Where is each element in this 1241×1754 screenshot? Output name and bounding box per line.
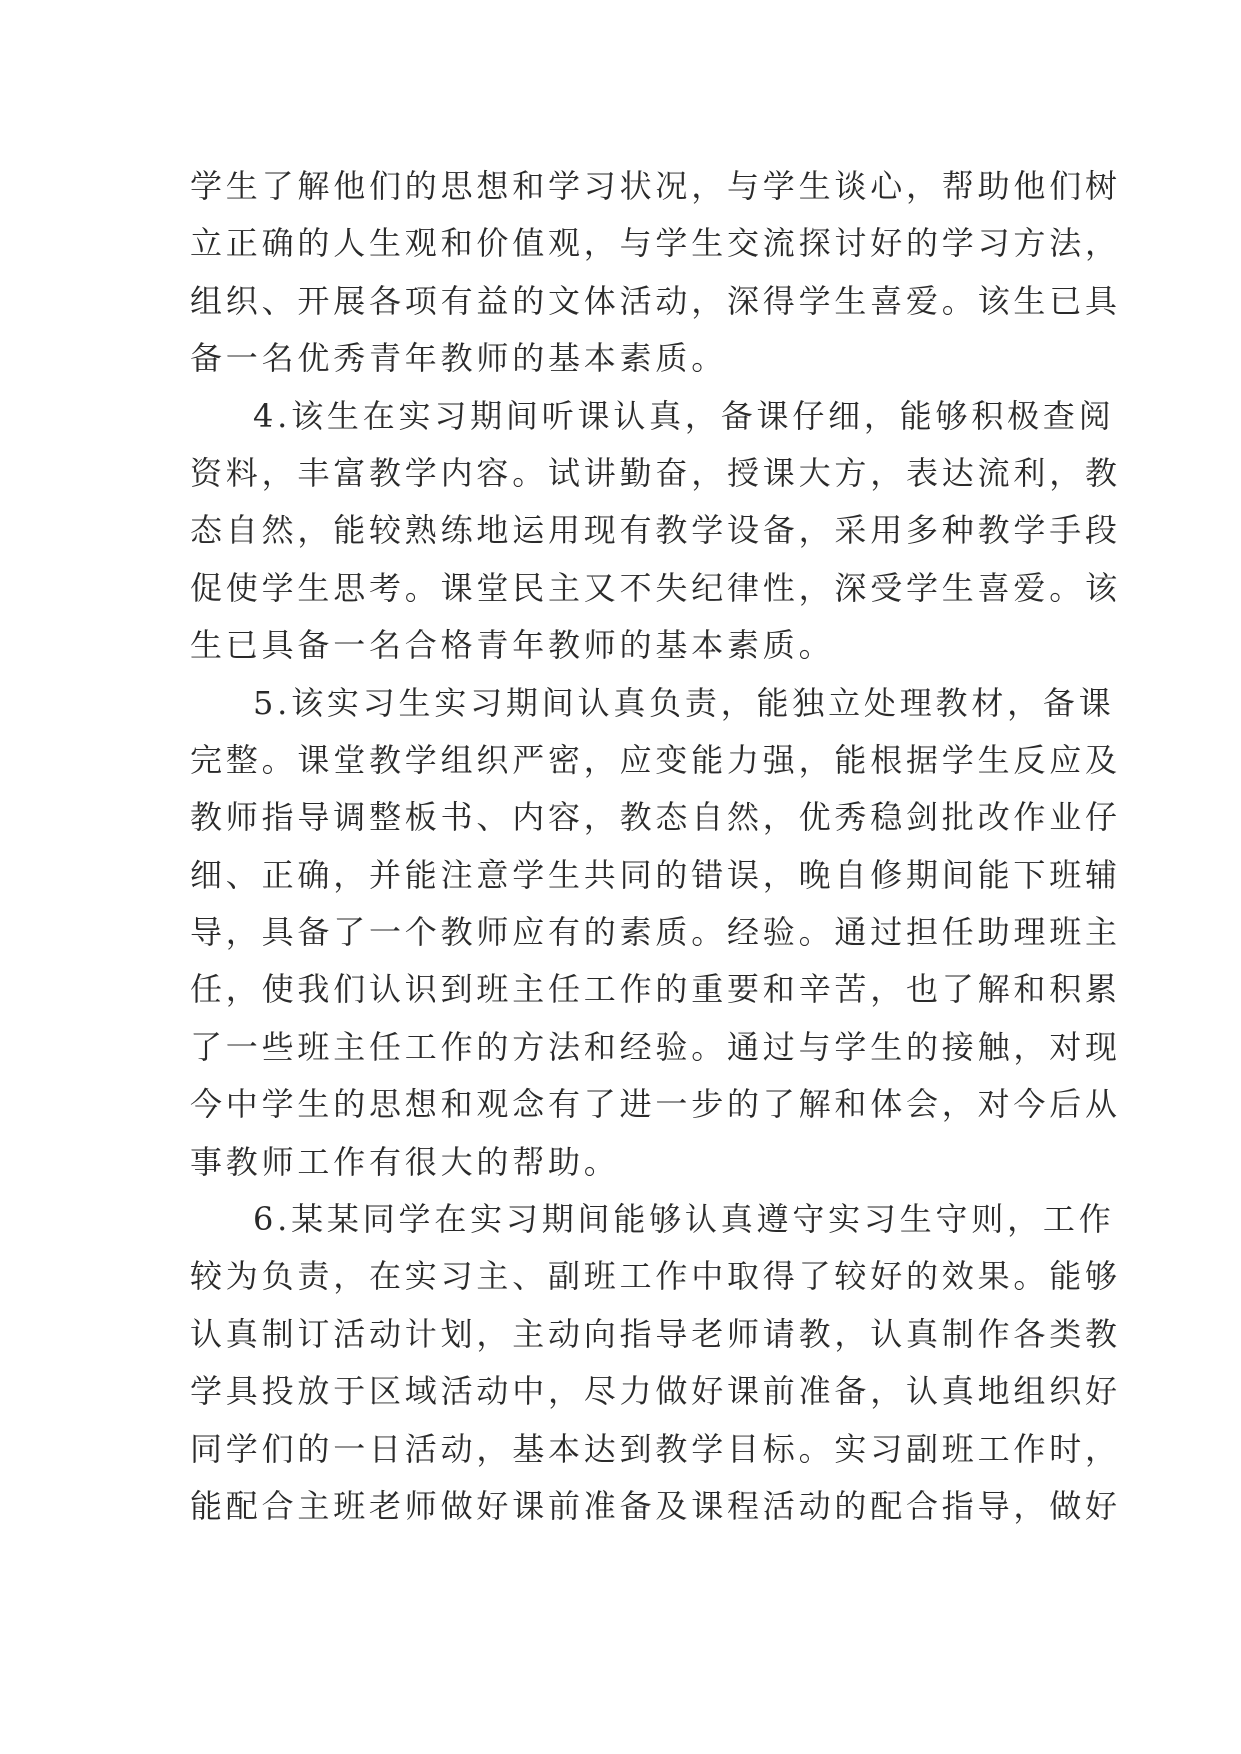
text-line: 组织、开展各项有益的文体活动，深得学生喜爱。该生已具 (190, 281, 1121, 320)
paragraph-first-line: 5.该实习生实习期间认真负责，能独立处理教材，备课 (253, 683, 1115, 722)
text-line: 较为负责，在实习主、副班工作中取得了较好的效果。能够 (190, 1257, 1121, 1296)
text-line: 生已具备一名合格青年教师的基本素质。 (190, 626, 835, 665)
text-line: 资料，丰富教学内容。试讲勤奋，授课大方，表达流利，教 (190, 453, 1121, 492)
text-line: 今中学生的思想和观念有了进一步的了解和体会，对今后从 (190, 1085, 1121, 1124)
text-line: 能配合主班老师做好课前准备及课程活动的配合指导，做好 (190, 1486, 1121, 1525)
text-line: 学具投放于区域活动中，尽力做好课前准备，认真地组织好 (190, 1372, 1121, 1411)
text-line: 细、正确，并能注意学生共同的错误，晚自修期间能下班辅 (190, 855, 1121, 894)
text-line: 完整。课堂教学组织严密，应变能力强，能根据学生反应及 (190, 740, 1121, 779)
text-line: 态自然，能较熟练地运用现有教学设备，采用多种教学手段 (190, 511, 1121, 550)
text-line: 教师指导调整板书、内容，教态自然，优秀稳剑批改作业仔 (190, 798, 1121, 837)
text-line: 促使学生思考。课堂民主又不失纪律性，深受学生喜爱。该 (190, 568, 1121, 607)
text-line: 备一名优秀青年教师的基本素质。 (190, 339, 728, 378)
paragraph-first-line: 6.某某同学在实习期间能够认真遵守实习生守则，工作 (253, 1200, 1115, 1239)
text-line: 事教师工作有很大的帮助。 (190, 1142, 620, 1181)
body-text (190, 158, 1121, 1535)
text-line: 学生了解他们的思想和学习状况，与学生谈心，帮助他们树 (190, 167, 1121, 205)
text-line: 同学们的一日活动，基本达到教学目标。实习副班工作时， (190, 1429, 1121, 1468)
text-line: 了一些班主任工作的方法和经验。通过与学生的接触，对现 (190, 1027, 1121, 1066)
paragraph-first-line: 4.该生在实习期间听课认真，备课仔细，能够积极查阅 (253, 396, 1115, 435)
text-line: 认真制订活动计划，主动向指导老师请教，认真制作各类教 (190, 1314, 1121, 1353)
text-line: 立正确的人生观和价值观，与学生交流探讨好的学习方法， (190, 224, 1121, 263)
text-line: 导，具备了一个教师应有的素质。经验。通过担任助理班主 (190, 913, 1121, 952)
text-line: 任，使我们认识到班主任工作的重要和辛苦，也了解和积累 (190, 970, 1121, 1009)
